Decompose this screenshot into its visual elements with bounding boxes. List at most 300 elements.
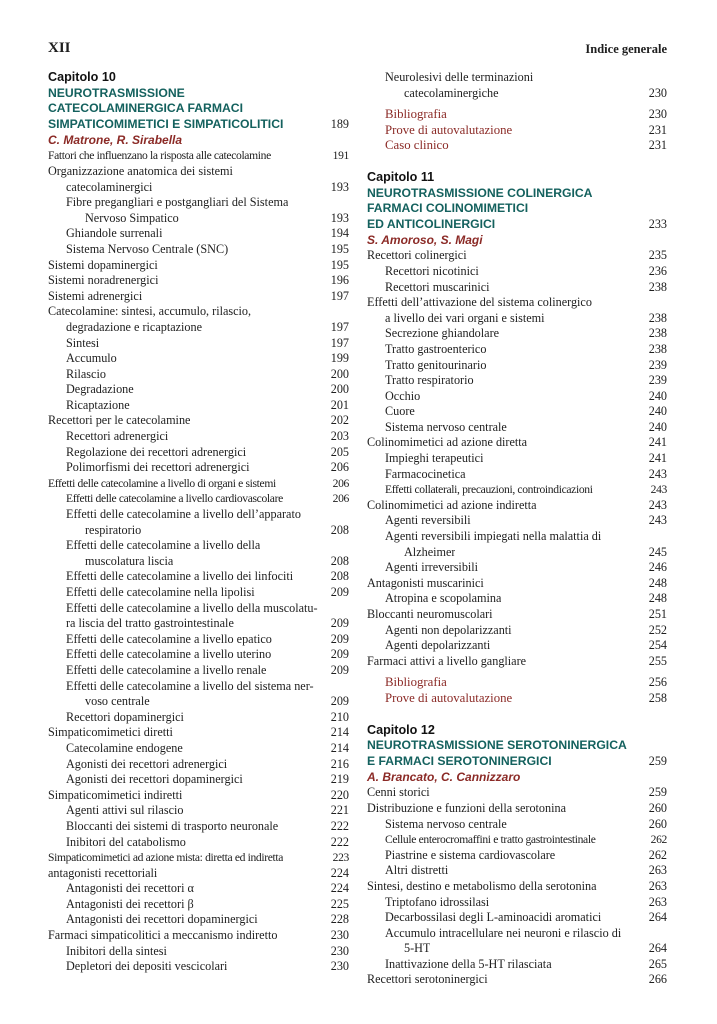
entry-text: Accumulo bbox=[66, 351, 117, 366]
entry-text: Effetti delle catecolamine nella lipolisi bbox=[66, 585, 255, 599]
toc-entry[interactable] bbox=[48, 585, 349, 601]
entry-text: Effetti delle catecolamine a livello renale bbox=[66, 662, 267, 677]
page-number: 201 bbox=[330, 397, 349, 412]
entry-text: a livello dei vari organi e sistemi bbox=[385, 310, 545, 325]
entry-text: Accumulo intracellulare nei neuroni e rilascio di bbox=[385, 925, 622, 940]
entry-text: Inattivazione della 5-HT rilasciata bbox=[385, 956, 552, 971]
page-number: 266 bbox=[648, 972, 667, 987]
page-number: 233 bbox=[648, 216, 667, 231]
toc-entry[interactable] bbox=[48, 258, 349, 274]
entry-text: Colinomimetici ad azione diretta bbox=[367, 435, 528, 450]
entry-text: Tratto respiratorio bbox=[385, 373, 474, 388]
chapter-extra-item[interactable] bbox=[367, 675, 667, 691]
toc-entry[interactable] bbox=[367, 560, 667, 576]
page-number: 221 bbox=[330, 803, 349, 818]
entry-text: Recettori dopaminergici bbox=[66, 709, 184, 724]
entry-text: Catecolamine: sintesi, accumulo, rilascio, bbox=[48, 304, 252, 319]
page-number: 245 bbox=[648, 544, 667, 559]
chapter-title-line[interactable] bbox=[48, 117, 349, 133]
toc-entry[interactable] bbox=[48, 725, 349, 741]
chapter-extra-item[interactable] bbox=[367, 123, 667, 139]
entry-text: muscolatura liscia bbox=[85, 553, 174, 568]
toc-entry[interactable] bbox=[367, 467, 667, 483]
page-number: 256 bbox=[648, 675, 667, 690]
entry-text: Sistemi dopaminergici bbox=[48, 257, 158, 272]
entry-text: Alzheimer bbox=[404, 544, 456, 559]
page-number: 195 bbox=[330, 257, 349, 272]
toc-entry[interactable] bbox=[367, 623, 667, 639]
toc-entry[interactable] bbox=[367, 529, 667, 545]
page-number: 189 bbox=[330, 116, 349, 131]
toc-entry[interactable] bbox=[48, 663, 349, 679]
entry-text: Effetti delle catecolamine a livello cardiovascolare bbox=[66, 492, 283, 506]
chapter-title bbox=[367, 738, 667, 769]
toc-entry[interactable] bbox=[367, 248, 667, 264]
page-number: 230 bbox=[330, 959, 349, 974]
page-number: 260 bbox=[648, 800, 667, 815]
entry-text: Degradazione bbox=[66, 382, 134, 397]
extra-label: Caso clinico bbox=[385, 138, 449, 153]
right-column bbox=[367, 70, 667, 988]
entry-text: Effetti delle catecolamine a livello di organi e sistemi bbox=[48, 476, 276, 490]
page-number: 199 bbox=[330, 351, 349, 366]
toc-entry[interactable] bbox=[48, 569, 349, 585]
page-number: 208 bbox=[330, 522, 349, 537]
entry-text: Effetti delle catecolamine a livello della muscolatu- bbox=[66, 600, 318, 615]
toc-entry[interactable] bbox=[367, 513, 667, 529]
page-number: 262 bbox=[648, 847, 667, 862]
chapter-title-text: FARMACI COLINOMIMETICI bbox=[367, 201, 529, 216]
page-number: 208 bbox=[330, 553, 349, 568]
entry-text: Antagonisti dei recettori dopaminergici bbox=[66, 912, 258, 927]
entry-text: Ricaptazione bbox=[66, 397, 130, 412]
toc-entry[interactable] bbox=[367, 895, 667, 911]
toc-entry[interactable] bbox=[48, 445, 349, 461]
page-number: 222 bbox=[330, 818, 349, 833]
chapter-title-text: NEUROTRASMISSIONE SEROTONINERGICA bbox=[367, 738, 627, 753]
toc-entry[interactable] bbox=[48, 164, 349, 180]
toc-entry[interactable] bbox=[48, 460, 349, 476]
toc-entry[interactable] bbox=[48, 679, 349, 695]
entry-text: Antagonisti muscarinici bbox=[367, 575, 484, 590]
toc-entries bbox=[367, 785, 667, 988]
page-number: 224 bbox=[330, 865, 349, 880]
toc-entry[interactable] bbox=[367, 863, 667, 879]
toc-entry[interactable] bbox=[367, 311, 667, 327]
page-header bbox=[48, 40, 667, 60]
entry-text: Inibitori della sintesi bbox=[66, 943, 167, 958]
toc-entry[interactable] bbox=[48, 273, 349, 289]
left-column bbox=[48, 70, 349, 975]
entry-text: Piastrine e sistema cardiovascolare bbox=[385, 847, 556, 862]
chapter-label: Capitolo 11 bbox=[367, 169, 435, 184]
page-number: 220 bbox=[330, 787, 349, 802]
chapter-label: Capitolo 10 bbox=[48, 70, 116, 84]
entry-text: Sistemi noradrenergici bbox=[48, 273, 159, 288]
toc-entry[interactable] bbox=[48, 959, 349, 975]
entry-text: Recettori serotoninergici bbox=[367, 972, 488, 987]
page-number: 254 bbox=[648, 638, 667, 653]
page-number: 206 bbox=[332, 492, 349, 506]
entry-text: Ghiandole surrenali bbox=[66, 226, 163, 241]
page-number: 240 bbox=[648, 404, 667, 419]
page-number: 248 bbox=[648, 575, 667, 590]
page-number: 208 bbox=[330, 569, 349, 584]
toc-entry[interactable] bbox=[367, 86, 667, 102]
toc-entry[interactable] bbox=[367, 957, 667, 973]
toc-entry[interactable] bbox=[48, 289, 349, 305]
toc-entry[interactable] bbox=[48, 554, 349, 570]
page-number: 230 bbox=[648, 85, 667, 100]
chapter-title-text: CATECOLAMINERGICA FARMACI bbox=[48, 101, 243, 116]
toc-entry[interactable] bbox=[367, 498, 667, 514]
page-number: 235 bbox=[648, 248, 667, 263]
chapter-extra-item[interactable] bbox=[367, 138, 667, 154]
page-number: 191 bbox=[332, 149, 349, 163]
toc-entry[interactable] bbox=[48, 523, 349, 539]
entry-text: Farmacocinetica bbox=[385, 466, 466, 481]
chapter-title-text: NEUROTRASMISSIONE COLINERGICA bbox=[367, 185, 593, 200]
entry-text: Secrezione ghiandolare bbox=[385, 326, 500, 341]
page-number: 205 bbox=[330, 444, 349, 459]
entry-text: Agenti reversibili bbox=[385, 513, 471, 528]
toc-entry[interactable] bbox=[48, 382, 349, 398]
entry-text: Tratto genitourinario bbox=[385, 357, 487, 372]
chapter-label: Capitolo 12 bbox=[367, 722, 435, 737]
page-number: 209 bbox=[330, 585, 349, 599]
page-number: 197 bbox=[330, 319, 349, 334]
chapter-title-text: SIMPATICOMIMETICI E SIMPATICOLITICI bbox=[48, 116, 284, 131]
toc-entry[interactable] bbox=[367, 545, 667, 561]
chapter-authors: S. Amoroso, S. Magi bbox=[367, 233, 483, 248]
extra-label: Bibliografia bbox=[385, 107, 447, 122]
toc-entry[interactable] bbox=[367, 389, 667, 405]
entry-text: Distribuzione e funzioni della serotonina bbox=[367, 800, 567, 815]
page-number: 243 bbox=[648, 497, 667, 512]
page-number: 219 bbox=[330, 772, 349, 787]
entry-text: Sintesi bbox=[66, 335, 100, 350]
toc-entry[interactable] bbox=[48, 928, 349, 944]
page-number: 200 bbox=[330, 382, 349, 397]
page-number: 239 bbox=[648, 373, 667, 388]
page-number: 206 bbox=[330, 460, 349, 475]
entry-text: Agenti attivi sul rilascio bbox=[66, 803, 184, 818]
toc-entries bbox=[367, 248, 667, 669]
entry-text: Recettori muscarinici bbox=[385, 279, 490, 294]
page-number: 241 bbox=[648, 435, 667, 450]
toc-entry[interactable] bbox=[48, 367, 349, 383]
entry-text: Catecolamine endogene bbox=[66, 740, 183, 755]
entry-text: Depletori dei depositi vescicolari bbox=[66, 959, 228, 974]
extra-label: Bibliografia bbox=[385, 675, 447, 690]
toc-entry[interactable] bbox=[367, 832, 667, 848]
chapter-extra-item[interactable] bbox=[367, 691, 667, 707]
entry-text: Recettori colinergici bbox=[367, 248, 467, 263]
entry-text: Simpaticomimetici diretti bbox=[48, 725, 173, 740]
toc-entry[interactable] bbox=[48, 304, 349, 320]
toc-entry[interactable] bbox=[48, 647, 349, 663]
entry-text: Effetti delle catecolamine a livello epatico bbox=[66, 631, 272, 646]
toc-entry[interactable] bbox=[367, 591, 667, 607]
page-number: 238 bbox=[648, 326, 667, 341]
toc-entry[interactable] bbox=[48, 148, 349, 164]
toc-entry[interactable] bbox=[367, 817, 667, 833]
entry-text: Agenti irreversibili bbox=[385, 560, 479, 575]
page-number: 259 bbox=[648, 785, 667, 800]
entry-text: Effetti collaterali, precauzioni, controindicazioni bbox=[385, 483, 593, 497]
entry-text: Effetti delle catecolamine a livello uterino bbox=[66, 647, 272, 662]
page-number: 231 bbox=[648, 122, 667, 137]
entry-text: Organizzazione anatomica dei sistemi bbox=[48, 163, 233, 178]
toc-entry[interactable] bbox=[367, 404, 667, 420]
page-number: 214 bbox=[330, 725, 349, 740]
toc-entry[interactable] bbox=[48, 694, 349, 710]
toc-entry[interactable] bbox=[48, 850, 349, 866]
entry-text: Neurolesivi delle terminazioni bbox=[385, 70, 534, 84]
page-number: XII bbox=[48, 40, 71, 56]
toc-entry[interactable] bbox=[48, 835, 349, 851]
entry-text: Impieghi terapeutici bbox=[385, 451, 484, 466]
toc-entry[interactable] bbox=[367, 926, 667, 942]
page-number: 214 bbox=[330, 740, 349, 755]
toc-entry[interactable] bbox=[48, 944, 349, 960]
page-number: 238 bbox=[648, 341, 667, 356]
chapter-title-line[interactable] bbox=[48, 101, 349, 117]
page-number: 240 bbox=[648, 419, 667, 434]
toc-entry[interactable] bbox=[367, 342, 667, 358]
entry-text: antagonisti recettoriali bbox=[48, 865, 158, 880]
toc-entry[interactable] bbox=[48, 881, 349, 897]
page-number: 209 bbox=[330, 647, 349, 662]
entry-text: Cuore bbox=[385, 404, 415, 419]
entry-text: Regolazione dei recettori adrenergici bbox=[66, 444, 247, 459]
toc-entry[interactable] bbox=[48, 491, 349, 507]
chapter-title-line[interactable] bbox=[367, 738, 667, 754]
chapter-extras bbox=[367, 675, 667, 706]
entry-text: ra liscia del tratto gastrointestinale bbox=[66, 616, 234, 631]
page-number: 195 bbox=[330, 241, 349, 256]
toc-entry[interactable] bbox=[48, 912, 349, 928]
page-number: 206 bbox=[332, 476, 349, 490]
page-number: 230 bbox=[330, 943, 349, 958]
page-number: 263 bbox=[648, 863, 667, 878]
page-number: 222 bbox=[330, 834, 349, 849]
running-title: Indice generale bbox=[585, 42, 667, 56]
toc-entry[interactable] bbox=[48, 819, 349, 835]
page-number: 252 bbox=[648, 622, 667, 637]
page-number: 251 bbox=[648, 607, 667, 621]
toc-entry[interactable] bbox=[48, 897, 349, 913]
toc-entry[interactable] bbox=[367, 280, 667, 296]
chapter-extras bbox=[367, 107, 667, 154]
toc-entry[interactable] bbox=[367, 358, 667, 374]
entry-text: Effetti delle catecolamine a livello dei linfociti bbox=[66, 569, 294, 584]
toc-entry[interactable] bbox=[367, 801, 667, 817]
toc-entry[interactable] bbox=[367, 654, 667, 670]
page-number: 223 bbox=[332, 851, 349, 865]
page-number: 209 bbox=[330, 631, 349, 646]
page-number: 228 bbox=[330, 912, 349, 927]
toc-entry[interactable] bbox=[367, 941, 667, 957]
extra-label: Prove di autovalutazione bbox=[385, 122, 513, 137]
chapter-title-line[interactable] bbox=[367, 201, 667, 217]
entry-text: Agenti reversibili impiegati nella malattia di bbox=[385, 529, 602, 544]
chapter-title-line[interactable] bbox=[367, 186, 667, 202]
entry-text: Antagonisti dei recettori β bbox=[66, 896, 194, 911]
page-number: 243 bbox=[648, 513, 667, 528]
toc-entry[interactable] bbox=[48, 336, 349, 352]
entry-text: Cellule enterocromaffini e tratto gastrointestinale bbox=[385, 833, 596, 847]
entry-text: Effetti delle catecolamine a livello del sistema ner- bbox=[66, 678, 314, 693]
page-number: 263 bbox=[648, 894, 667, 909]
toc-entry[interactable] bbox=[48, 788, 349, 804]
toc-entry[interactable] bbox=[367, 576, 667, 592]
page-number: 262 bbox=[650, 833, 667, 847]
toc-entry[interactable] bbox=[367, 482, 667, 498]
toc-entry[interactable] bbox=[367, 373, 667, 389]
toc-entry[interactable] bbox=[367, 785, 667, 801]
toc-entries bbox=[48, 148, 349, 974]
entry-text: Cenni storici bbox=[367, 785, 430, 800]
entry-text: Agonisti dei recettori dopaminergici bbox=[66, 772, 243, 787]
toc-entry[interactable] bbox=[367, 848, 667, 864]
toc-entry[interactable] bbox=[367, 264, 667, 280]
toc-entry[interactable] bbox=[48, 507, 349, 523]
chapter-title-text: ED ANTICOLINERGICI bbox=[367, 216, 496, 231]
chapter-title-line[interactable] bbox=[48, 86, 349, 102]
toc-entry[interactable] bbox=[48, 320, 349, 336]
page-number: 197 bbox=[330, 335, 349, 350]
page-number: 200 bbox=[330, 366, 349, 381]
page-number: 225 bbox=[330, 896, 349, 911]
toc-entry[interactable] bbox=[48, 476, 349, 492]
toc-entry[interactable] bbox=[48, 772, 349, 788]
toc-entry[interactable] bbox=[48, 601, 349, 617]
entry-text: respiratorio bbox=[85, 522, 142, 537]
toc-entry[interactable] bbox=[367, 295, 667, 311]
toc-entry[interactable] bbox=[48, 632, 349, 648]
entry-text: Colinomimetici ad azione indiretta bbox=[367, 497, 537, 512]
toc-entry[interactable] bbox=[367, 70, 667, 86]
toc-entry[interactable] bbox=[367, 910, 667, 926]
page-number: 241 bbox=[648, 451, 667, 466]
toc-entry[interactable] bbox=[367, 607, 667, 623]
page-number: 238 bbox=[648, 310, 667, 325]
toc-entry[interactable] bbox=[48, 429, 349, 445]
toc-entry[interactable] bbox=[367, 420, 667, 436]
page-number: 231 bbox=[648, 138, 667, 153]
entry-text: Agenti non depolarizzanti bbox=[385, 622, 512, 637]
chapter-title-text: NEUROTRASMISSIONE bbox=[48, 85, 185, 100]
page-number: 216 bbox=[330, 756, 349, 771]
toc-entry[interactable] bbox=[48, 211, 349, 227]
toc-entry[interactable] bbox=[367, 435, 667, 451]
entry-text: Inibitori del catabolismo bbox=[66, 834, 186, 849]
entry-text: Fattori che influenzano la risposta alle catecolamine bbox=[48, 149, 271, 163]
page-number: 202 bbox=[330, 413, 349, 428]
page-number: 230 bbox=[648, 107, 667, 122]
chapter-title-text: E FARMACI SEROTONINERGICI bbox=[367, 753, 552, 768]
toc-entry[interactable] bbox=[48, 226, 349, 242]
entry-text: Polimorfismi dei recettori adrenergici bbox=[66, 460, 250, 475]
page-number: 255 bbox=[648, 653, 667, 668]
toc-entry[interactable] bbox=[48, 351, 349, 367]
toc-entry[interactable] bbox=[367, 972, 667, 988]
entry-text: Sintesi, destino e metabolismo della serotonina bbox=[367, 878, 597, 893]
toc-entry[interactable] bbox=[48, 741, 349, 757]
entry-text: Simpaticomimetici ad azione mista: diretta ed indiretta bbox=[48, 851, 284, 865]
entry-text: Rilascio bbox=[66, 366, 106, 381]
toc-entry[interactable] bbox=[48, 180, 349, 196]
toc-entry[interactable] bbox=[48, 710, 349, 726]
entry-text: catecolaminergiche bbox=[404, 85, 499, 100]
toc-entry[interactable] bbox=[48, 803, 349, 819]
page-number: 197 bbox=[330, 288, 349, 303]
toc-entry[interactable] bbox=[367, 451, 667, 467]
page-number: 264 bbox=[648, 941, 667, 956]
page-number: 246 bbox=[648, 560, 667, 575]
page-number: 193 bbox=[330, 179, 349, 194]
toc-entry[interactable] bbox=[367, 638, 667, 654]
entry-text: Effetti dell’attivazione del sistema colinergico bbox=[367, 295, 592, 310]
extra-label: Prove di autovalutazione bbox=[385, 690, 513, 705]
page-number: 196 bbox=[330, 273, 349, 288]
page-number: 194 bbox=[330, 226, 349, 241]
page-number: 265 bbox=[648, 956, 667, 971]
entry-text: Sistema nervoso centrale bbox=[385, 816, 507, 831]
entry-text: Sistema nervoso centrale bbox=[385, 419, 507, 434]
toc-entry[interactable] bbox=[367, 326, 667, 342]
entry-text: Sistemi adrenergici bbox=[48, 288, 143, 303]
entry-text: Fibre pregangliari e postgangliari del Sistema bbox=[66, 195, 289, 210]
page-number: 224 bbox=[330, 881, 349, 896]
toc-entry[interactable] bbox=[48, 538, 349, 554]
page-number: 260 bbox=[648, 816, 667, 831]
chapter-extra-item[interactable] bbox=[367, 107, 667, 123]
toc-entry[interactable] bbox=[48, 413, 349, 429]
entry-text: Effetti delle catecolamine a livello dell’apparato bbox=[66, 507, 301, 522]
chapter-title-line[interactable] bbox=[367, 217, 667, 233]
entry-text: Tratto gastroenterico bbox=[385, 341, 487, 356]
toc-entry[interactable] bbox=[367, 879, 667, 895]
chapter-title bbox=[48, 86, 349, 133]
chapter-authors: A. Brancato, C. Cannizzaro bbox=[367, 770, 521, 785]
chapter-authors: C. Matrone, R. Sirabella bbox=[48, 133, 183, 148]
toc-entry[interactable] bbox=[48, 757, 349, 773]
entry-text: Agonisti dei recettori adrenergici bbox=[66, 756, 228, 771]
toc-entry[interactable] bbox=[48, 242, 349, 258]
entry-text: Bloccanti neuromuscolari bbox=[367, 607, 493, 621]
entry-text: Atropina e scopolamina bbox=[385, 591, 502, 606]
entry-text: Farmaci simpaticolitici a meccanismo indiretto bbox=[48, 928, 278, 943]
toc-entry[interactable] bbox=[48, 616, 349, 632]
entry-text: voso centrale bbox=[85, 694, 150, 709]
toc-entry[interactable] bbox=[48, 866, 349, 882]
entry-text: Recettori per le catecolamine bbox=[48, 413, 191, 428]
entry-text: Antagonisti dei recettori α bbox=[66, 881, 194, 896]
page-number: 248 bbox=[648, 591, 667, 606]
page-number: 240 bbox=[648, 388, 667, 403]
page-number: 203 bbox=[330, 429, 349, 444]
page-number: 210 bbox=[330, 709, 349, 724]
entry-text: Altri distretti bbox=[385, 863, 449, 878]
entry-text: Occhio bbox=[385, 388, 421, 403]
toc-entry[interactable] bbox=[48, 195, 349, 211]
toc-entry[interactable] bbox=[48, 398, 349, 414]
chapter-title-line[interactable] bbox=[367, 754, 667, 770]
entry-text: degradazione e ricaptazione bbox=[66, 319, 203, 334]
page-number: 209 bbox=[330, 662, 349, 677]
